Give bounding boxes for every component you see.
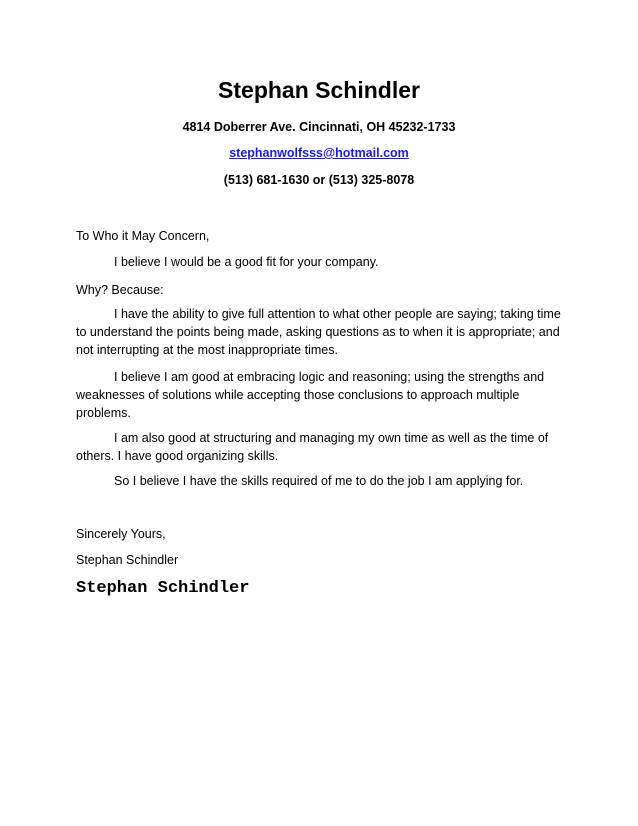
applicant-name: Stephan Schindler xyxy=(218,77,420,103)
paragraph-1-line-3: not interrupting at the most inappropriate times. xyxy=(76,343,338,357)
applicant-email xyxy=(0,145,638,161)
signer-name: Stephan Schindler xyxy=(76,553,179,567)
paragraph-3-line-2: others. I have good organizing skills. xyxy=(76,449,279,463)
paragraph-1-line-1: I have the ability to give full attention to what other people are saying; taking time xyxy=(114,307,561,321)
paragraph-2-line-2: weaknesses of solutions while accepting those conclusions to approach multiple xyxy=(76,388,520,402)
email-link[interactable]: stephanwolfsss@hotmail.com xyxy=(229,146,409,160)
paragraph-4: So I believe I have the skills required of me to do the job I am applying for. xyxy=(114,474,524,488)
signature: Stephan Schindler xyxy=(76,579,250,598)
closing: Sincerely Yours, xyxy=(76,527,166,541)
why-line: Why? Because: xyxy=(76,283,164,297)
paragraph-2-line-1: I believe I am good at embracing logic and reasoning; using the strengths and xyxy=(114,370,545,384)
applicant-address: 4814 Doberrer Ave. Cincinnati, OH 45232-1733 xyxy=(182,120,456,134)
paragraph-2-line-3: problems. xyxy=(76,406,131,420)
applicant-phone: (513) 681-1630 or (513) 325-8078 xyxy=(223,173,415,187)
paragraph-1-line-2: to understand the points being made, asking questions as to when it is appropriate; and xyxy=(76,325,560,339)
intro-line: I believe I would be a good fit for your company. xyxy=(114,255,379,269)
salutation: To Who it May Concern, xyxy=(76,229,210,243)
paragraph-3-line-1: I am also good at structuring and managing my own time as well as the time of xyxy=(114,431,549,445)
